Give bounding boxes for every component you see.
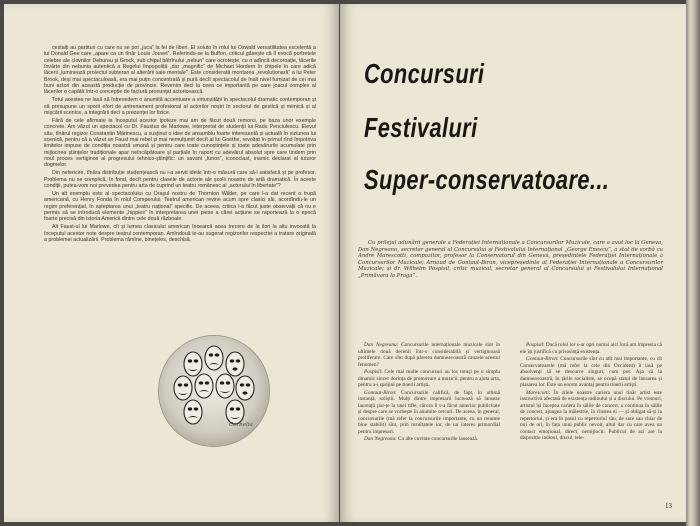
dialogue-text: : Cele mai multe concursuri au loc totuși pe o simplu dinamic sincer dorința de promovare a muzicii, pentru a ajuta arta, pentru a-i sprijini pe tinerii artiști. [358, 369, 500, 388]
title-line-2: Festivaluri [364, 112, 478, 143]
left-paragraph: cestalți au partituri cu care nu se pot „juca” la fel de liberi. El soluto în rolul lui Oswald versatilitatea excelentă a lui Donald Gee care „apare ca un tînăr Louis Jouvet”. Referindu-se la Buffon, criticul găsește că îl evocă portretele celebre ale clovnilor Deburau și Grock, sub chipul bătrînului „nebun” care ocrotește, cu o adîncă decoroație, tăcerile învârte din nebunia autentică a Regelui împopoliță „dar „magnific” de Michael Hordern în chipele în care adică lăcerii „luminează proiectul subteran al alterării sale mentale”. Este considerată montarea „revoluționară” a lui Peter Brook, deși mai spectaculoasă, era mai puțin concentrată și pură decît spectacolul de înalt nivel furnizat de cei mai buni actori din această producție de provincie. Revenim deci la ceea ce importantă pe care joacul complex al lăcerilor o capătă într-o concepție de factură pronunțat actoricească. [44, 45, 316, 96]
left-paragraph: Un alt exemplu este al spectacolului cu Orașul nostru de Thornton Wilder, pe care l-a dat recent o trupă americană, cu Henry Fonda în rolul Comperului. Teatrul american revine acum spre clasici săi, acordîndu-le un regim preferențial, în așteptarea unui „teatru național” specific. De aceea, critica l-a făcut juste observații că nu e permis să se introducă elemente „hippies” în interpretarea unei piese a cărei acțiune se raportează la o epocă foarte precisă din istoria Americii dintre cele două războaie. [44, 190, 316, 223]
left-article-text [44, 45, 316, 245]
speaker-name: Pospisil [526, 342, 544, 348]
image-caption: Cornelia [229, 422, 253, 428]
dialogue-text: : Concursurile califică, de fapt, în ultimă instanță, soliștii. Mulți dintre impresarii lucrează să lanseze laureații pur-țe la unei tifle, cărora li s-a făcut anterior publicitate și despre care se vorbește în anumite cercuri. De aceea, în general, concursurile (mă refer la concursurile importante, cu un renume bine stabilit) sînt, prin rezultatele lor, de un interes primordial pentru impresari. [358, 389, 500, 435]
dialogue-text: : Dacă rolul lor s-ar opri numai aici încă am impresia că ele își justifică cu prisosință existența. [520, 342, 662, 355]
left-paragraph: Din nefericire, tînăra distribuție studențească nu i-a servit ideile într-o măsură care să-l satisfacă și pe profesor. Problema nu se complică, în fond, decît pentru clasele de actorie ale școlii noastre de artă dramatică. În aceste condiții, putea-vom noi prevedea pentru arta de cuprind un teatru românesc al „actorului în libertate”? [44, 170, 316, 189]
interview-column-1 [358, 342, 500, 444]
masks-illustration [159, 336, 269, 446]
title-line-1: Concursuri [364, 58, 485, 89]
left-page [4, 4, 339, 522]
speaker-name: Pospisil [364, 369, 382, 375]
article-intro: Cu prilejul adunării generale a Federației Internaționale a Concursurilor Muzicale, care a avut loc la Geneva, Dan Negreanu, secretar general al Concursului și Festivalului Internațional „George Enescu”, a stat de vorbă cu André Marescotti, compozitor, profesor la Conservatorul din Geneva, președintele Federației Internaționale a Concursurilor Muzicale; Arnaud de Gontaut-Biron, vicepreședinte al Federației Internaționale a Concursurilor Muzicale; și dr. Wilhelm Pospisil, critic muzical, secretar general al Concursului și Festivalului Internațional „Primăvara la Praga”. [358, 240, 663, 279]
dialogue-text: : Cu alte cuvinte concursurile lansează. [395, 436, 479, 442]
right-page [340, 4, 686, 522]
left-paragraph: Totul acestea ne lasă să întrevedem o anumită accentuare a virtuozității în spectacolul dramatic contemporan și să presupune un sporit efort de antrenament profesional al actorilor noștri în sectorul de gestică și mimică și al mișcării scenice, a integrării deci a prezenței lor fizice. [44, 97, 316, 117]
left-paragraph: Fără de cele afirmate la începutul acestor ipoteze mai am de făcut două remorci, pe baza unor exemple concrete. Am văzut un spectacol cu Dr. Faustus de Marlowe, interpretat de studenții lui Radu Penciulescu. Elevul său, tînărul regizor Constantin Mărinescu, a susținut o idee de ansamblu foarte interesantă și actuală în viziunea lui scenică, pentru că a văzut un Faust mai rebel și mai nemulțumit decît al lui Goethe, revoltat în primul rînd împotriva limitelor impuse de condiția noastră umană și pentru care toate cunoștințele și toate adevărurile acumulate prin mijlocirea științelor tradiționale apar neîncăpătoare și parțiale în raport cu adevărul absolut spre care tindem prin noul proces vertiginos al progresului tehnico-științific: un savant „furios”, iconoclast, inamic declarat al tuturor dogmelor. [44, 117, 316, 169]
theatre-masks-medallion [159, 336, 269, 446]
title-line-3: Super-conservatoare... [364, 164, 610, 195]
dialogue-line [358, 369, 500, 389]
dialogue-line [520, 356, 662, 389]
dialogue-line [358, 342, 500, 368]
dialogue-line [358, 436, 500, 443]
speaker-name: Gontaut-Biron [526, 356, 557, 362]
dialogue-text: : Concursurile internaționale muzicale sînt în ultimele două decenii într-o considerabilă și vertiginoasă proliferare. Care sînt după părerea dumneavoastră cauzele acestui fenomen? [358, 342, 501, 368]
speaker-name: Marescotti [526, 389, 549, 396]
dialogue-text: : Concursurile sînt cu atît mai importante, cu cît Conservatoarele (mă refer la cele din Occident) îi lasă pe absolvenți să se descurce singuri, cum pot. Așa că la dumneavoastră, în țările socialiste, se ocupă statul de lansarea și plasarea lor. Este un enorm avantaj pentru tinerii artiști. [520, 356, 662, 388]
speaker-name: Dan Negreanu [364, 436, 396, 442]
book-page-edges [686, 0, 700, 526]
dialogue-line [358, 390, 500, 436]
dialogue-line [520, 390, 662, 442]
speaker-name: Gontaut-Biron [364, 389, 395, 396]
page-number: 13 [665, 502, 672, 510]
interview-column-2 [520, 342, 662, 443]
speaker-name: Dan Negreanu [364, 342, 397, 348]
left-paragraph: Alt Faust-ul lui Marlowe, cît și lumea clasicului american încearcă acea trecere de la ilori la altu invocată la începutul acestor note despre teatrul contemporan. Amîndouă le-au sugerat regizorilor respectivi a tratare originală a problemei actualizării. Problema rămîne, binețeles, deschisă. [44, 224, 316, 243]
dialogue-line [520, 342, 662, 355]
dialogue-text: : În zilele noastre cariera unui tînăr artist este instructivă afectată de existența radioului și a discului. Pe vremuri, artistul își începea cariera în sălile de concert, o continua în sălile de concert, ajungea la măiestrie, în cinstea ei — și obligat să-și ia repertoriul, și era în pasul cu repertoriul său, de sute sau chiar de mii de ori, în fața unui public nevoit, altul dar cu care avea un contact emoțional, direct, nemijlocit. Publicul de azi are la dispoziție radioul, discul, tele- [520, 389, 662, 441]
